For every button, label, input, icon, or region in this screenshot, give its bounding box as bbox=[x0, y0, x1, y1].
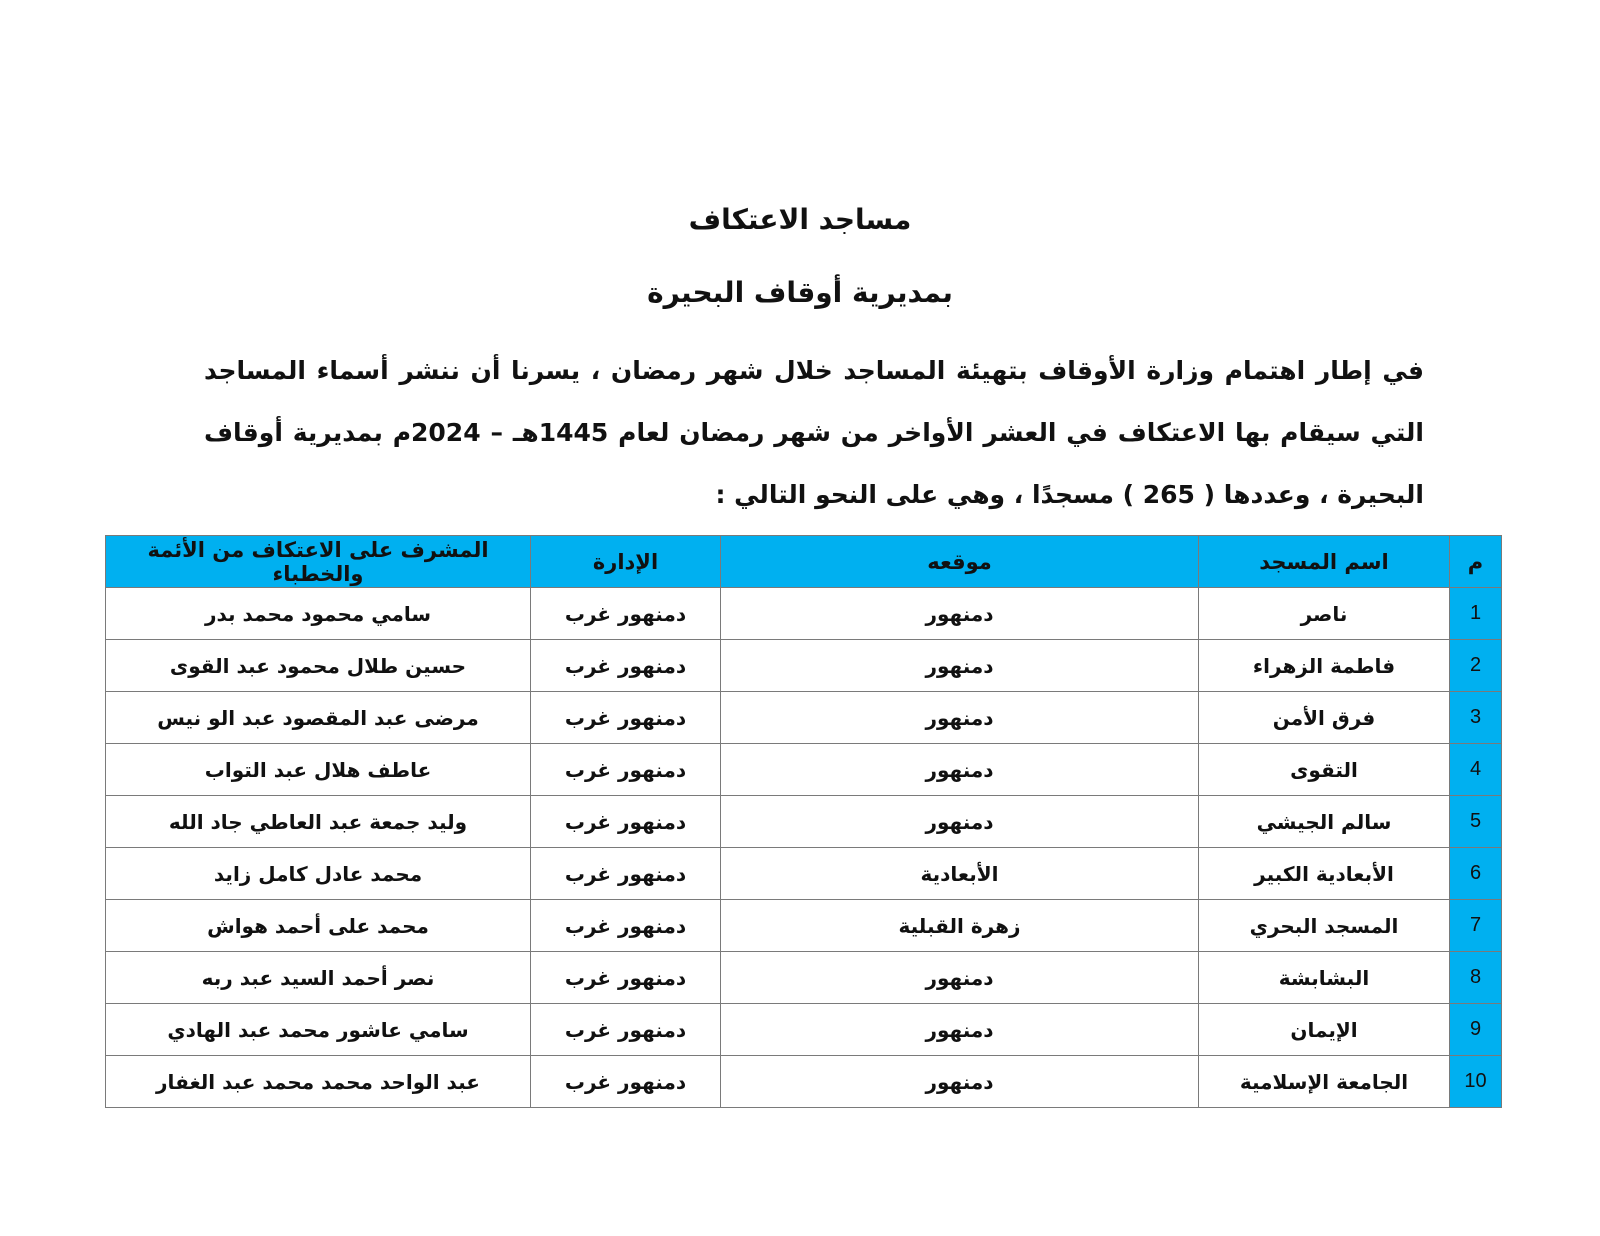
table-row bbox=[106, 692, 1502, 744]
cell-mosque-name: الجامعة الإسلامية bbox=[1199, 1056, 1450, 1108]
cell-mosque-name: الأبعادية الكبير bbox=[1199, 848, 1450, 900]
table-row bbox=[106, 900, 1502, 952]
cell-administration: دمنهور غرب bbox=[531, 588, 721, 640]
cell-number: 2 bbox=[1450, 640, 1502, 692]
cell-location: دمنهور bbox=[721, 796, 1199, 848]
cell-mosque-name: الإيمان bbox=[1199, 1004, 1450, 1056]
header-mosque-name: اسم المسجد bbox=[1199, 536, 1450, 588]
cell-supervisor: نصر أحمد السيد عبد ربه bbox=[106, 952, 531, 1004]
cell-supervisor: سامي محمود محمد بدر bbox=[106, 588, 531, 640]
cell-supervisor: مرضى عبد المقصود عبد الو نيس bbox=[106, 692, 531, 744]
table-row bbox=[106, 796, 1502, 848]
cell-location: الأبعادية bbox=[721, 848, 1199, 900]
cell-location: دمنهور bbox=[721, 744, 1199, 796]
cell-number: 1 bbox=[1450, 588, 1502, 640]
cell-number: 10 bbox=[1450, 1056, 1502, 1108]
table-row bbox=[106, 1056, 1502, 1108]
cell-number: 3 bbox=[1450, 692, 1502, 744]
cell-number: 9 bbox=[1450, 1004, 1502, 1056]
cell-location: دمنهور bbox=[721, 1004, 1199, 1056]
cell-supervisor: سامي عاشور محمد عبد الهادي bbox=[106, 1004, 531, 1056]
cell-supervisor: وليد جمعة عبد العاطي جاد الله bbox=[106, 796, 531, 848]
header-location: موقعه bbox=[721, 536, 1199, 588]
document-title: مساجد الاعتكاف bbox=[688, 203, 912, 236]
cell-location: دمنهور bbox=[721, 640, 1199, 692]
header-administration: الإدارة bbox=[531, 536, 721, 588]
intro-paragraph: في إطار اهتمام وزارة الأوقاف بتهيئة المساجد خلال شهر رمضان ، يسرنا أن ننشر أسماء المساجد التي سيقام بها الاعتكاف في العشر الأواخر من شهر رمضان لعام 1445هـ – 2024م بمديرية أوقاف البحيرة ، وعددها ( 265 ) مسجدًا ، وهي على النحو التالي : bbox=[204, 356, 1424, 509]
cell-administration: دمنهور غرب bbox=[531, 1056, 721, 1108]
cell-administration: دمنهور غرب bbox=[531, 744, 721, 796]
cell-number: 4 bbox=[1450, 744, 1502, 796]
cell-mosque-name: التقوى bbox=[1199, 744, 1450, 796]
cell-location: زهرة القبلية bbox=[721, 900, 1199, 952]
table-row bbox=[106, 640, 1502, 692]
table-row bbox=[106, 952, 1502, 1004]
cell-supervisor: محمد عادل كامل زايد bbox=[106, 848, 531, 900]
cell-mosque-name: البشابشة bbox=[1199, 952, 1450, 1004]
cell-mosque-name: ناصر bbox=[1199, 588, 1450, 640]
table-row bbox=[106, 588, 1502, 640]
header-number: م bbox=[1450, 536, 1502, 588]
document-subtitle: بمديرية أوقاف البحيرة bbox=[647, 276, 953, 309]
cell-number: 5 bbox=[1450, 796, 1502, 848]
cell-location: دمنهور bbox=[721, 692, 1199, 744]
header-supervisor: المشرف على الاعتكاف من الأئمة والخطباء bbox=[106, 536, 531, 588]
cell-mosque-name: المسجد البحري bbox=[1199, 900, 1450, 952]
cell-mosque-name: فرق الأمن bbox=[1199, 692, 1450, 744]
cell-administration: دمنهور غرب bbox=[531, 796, 721, 848]
cell-location: دمنهور bbox=[721, 588, 1199, 640]
cell-number: 8 bbox=[1450, 952, 1502, 1004]
table-row bbox=[106, 744, 1502, 796]
cell-supervisor: عاطف هلال عبد التواب bbox=[106, 744, 531, 796]
cell-supervisor: حسين طلال محمود عبد القوى bbox=[106, 640, 531, 692]
mosques-table bbox=[105, 535, 1502, 1108]
cell-administration: دمنهور غرب bbox=[531, 640, 721, 692]
cell-location: دمنهور bbox=[721, 1056, 1199, 1108]
cell-administration: دمنهور غرب bbox=[531, 1004, 721, 1056]
cell-supervisor: محمد على أحمد هواش bbox=[106, 900, 531, 952]
cell-supervisor: عبد الواحد محمد محمد عبد الغفار bbox=[106, 1056, 531, 1108]
cell-location: دمنهور bbox=[721, 952, 1199, 1004]
cell-number: 6 bbox=[1450, 848, 1502, 900]
cell-mosque-name: سالم الجيشي bbox=[1199, 796, 1450, 848]
cell-administration: دمنهور غرب bbox=[531, 952, 721, 1004]
cell-number: 7 bbox=[1450, 900, 1502, 952]
cell-administration: دمنهور غرب bbox=[531, 900, 721, 952]
table-row bbox=[106, 1004, 1502, 1056]
table-header-row bbox=[106, 536, 1502, 588]
cell-administration: دمنهور غرب bbox=[531, 848, 721, 900]
cell-administration: دمنهور غرب bbox=[531, 692, 721, 744]
cell-mosque-name: فاطمة الزهراء bbox=[1199, 640, 1450, 692]
table-row bbox=[106, 848, 1502, 900]
